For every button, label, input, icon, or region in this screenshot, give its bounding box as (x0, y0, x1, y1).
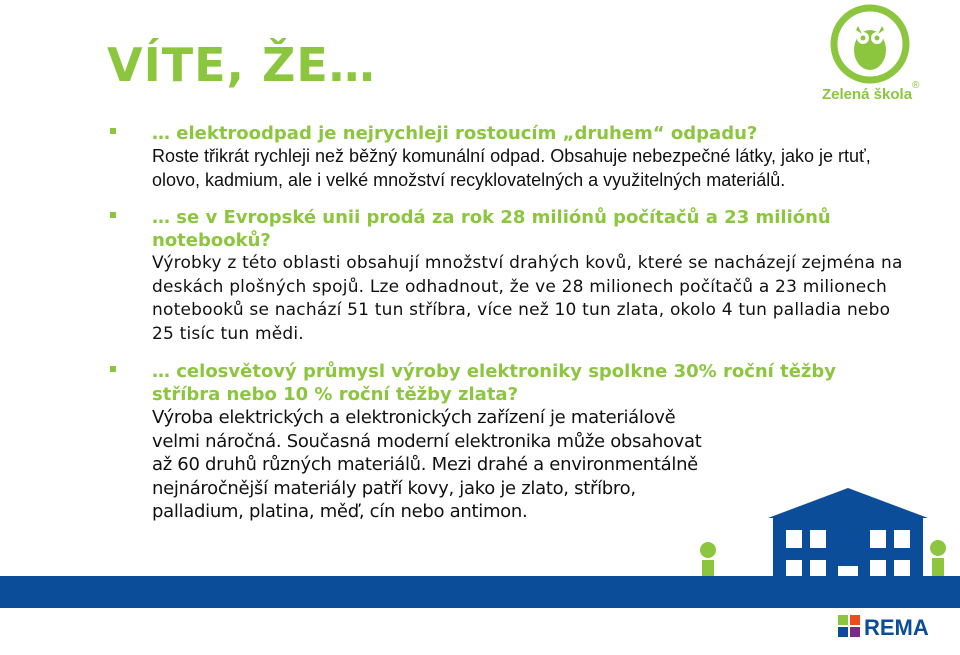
bullet-icon (110, 366, 116, 372)
logo-text: Zelená škola (822, 86, 913, 103)
list-item (110, 122, 910, 192)
bullet-list (110, 122, 910, 538)
item-body: Výrobky z této oblasti obsahují množství drahých kovů, které se nacházejí zejména na deskách plošných spojů. Lze odhadnout, že ve 28 milionech počítačů a 23 milionech notebooků se nachází 51 tun stříbra, více než 10 tun zlata, okolo 4 tun palladia nebo 25 tisíc tun mědi. (152, 253, 903, 344)
list-item (110, 206, 910, 346)
item-heading: … elektroodpad je nejrychleji rostoucím „druhem“ odpadu? (152, 123, 758, 144)
logo-registered-mark: ® (912, 80, 920, 91)
item-body: Výroba elektrických a elektronických zařízení je materiálově velmi náročná. Současná moderní elektronika může obsahovat až 60 druhů různých materiálů. Mezi drahé a environmentálně nejnáročnější materiály patří kovy, jako je zlato, stříbro, palladium, platina, měď, cín nebo antimon. (152, 407, 702, 522)
rema-brand: REMA (864, 615, 929, 640)
rema-logo-icon (838, 615, 860, 637)
bullet-icon (110, 128, 116, 134)
item-heading: … se v Evropské unii prodá za rok 28 miliónů počítačů a 23 miliónů notebooků? (152, 207, 831, 251)
bullet-icon (110, 212, 116, 218)
item-heading: … celosvětový průmysl výroby elektroniky spolkne 30% roční těžby stříbra nebo 10 % roční těžby zlata? (152, 361, 837, 405)
footer-strip (0, 608, 960, 655)
page-title: VÍTE, ŽE… (107, 38, 376, 92)
item-body: Roste třikrát rychleji než běžný komunální odpad. Obsahuje nebezpečné látky, jako je rtuť, olovo, kadmium, ale i velké množství recyklovatelných a využitelných materiálů. (152, 146, 871, 190)
